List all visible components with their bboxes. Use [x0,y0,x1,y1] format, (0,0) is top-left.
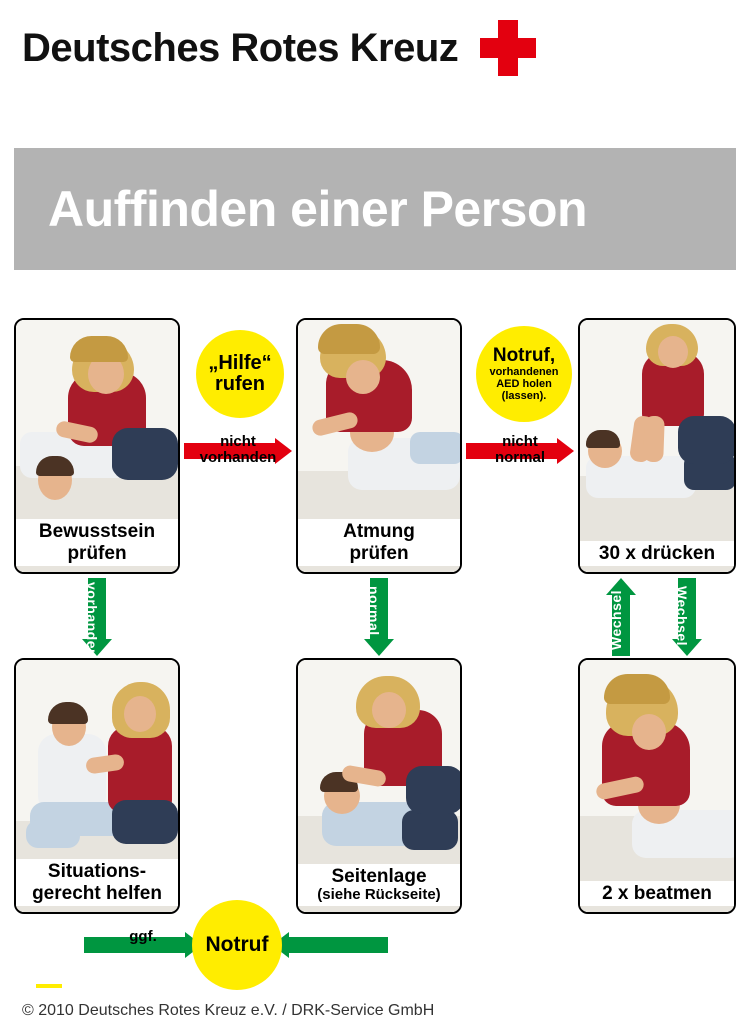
arrow-label-nicht-normal: nicht normal [494,433,545,466]
panel-30x-druecken [578,318,736,574]
footer-copyright: © 2010 Deutsches Rotes Kreuz e.V. / DRK-Service GmbH [22,1002,435,1019]
red-cross-icon [480,20,536,76]
footer-dash [36,984,62,988]
panel-caption: 30 x drücken [580,541,734,566]
arrow-seitenlage-to-notruf [272,932,388,958]
banner [14,148,736,270]
panel-caption: Atmung prüfen [298,519,460,566]
arrow-label-wechsel-down: Wechsel [674,586,690,647]
bubble-hilfe-rufen: „Hilfe“ rufen [196,330,284,418]
organization-title: Deutsches Rotes Kreuz [22,25,459,70]
page-header [22,18,728,78]
arrow-label-wechsel-up: Wechsel [608,589,624,650]
panel-bewusstsein-pruefen [14,318,180,574]
panel-caption: Seitenlage (siehe Rückseite) [298,864,460,906]
panel-seitenlage [296,658,462,914]
panel-caption: Situations- gerecht helfen [16,859,178,906]
illustration-30x-druecken [580,320,734,572]
panel-2x-beatmen [578,658,736,914]
panel-caption: 2 x beatmen [580,881,734,906]
panel-atmung-pruefen [296,318,462,574]
arrow-label-normal: normal [366,586,382,636]
bubble-notruf: Notruf [192,900,282,990]
bubble-notruf-aed: Notruf, vorhandenen AED holen (lassen). [476,326,572,422]
panel-caption: Bewusstsein prüfen [16,519,178,566]
illustration-2x-beatmen [580,660,734,912]
arrow-label-ggf: ggf. [129,928,157,945]
panel-situationsgerecht-helfen [14,658,180,914]
banner-title: Auffinden einer Person [48,181,588,237]
arrow-label-vorhanden: vorhanden [84,582,100,659]
arrow-label-nicht-vorhanden: nicht vorhanden [199,433,277,466]
